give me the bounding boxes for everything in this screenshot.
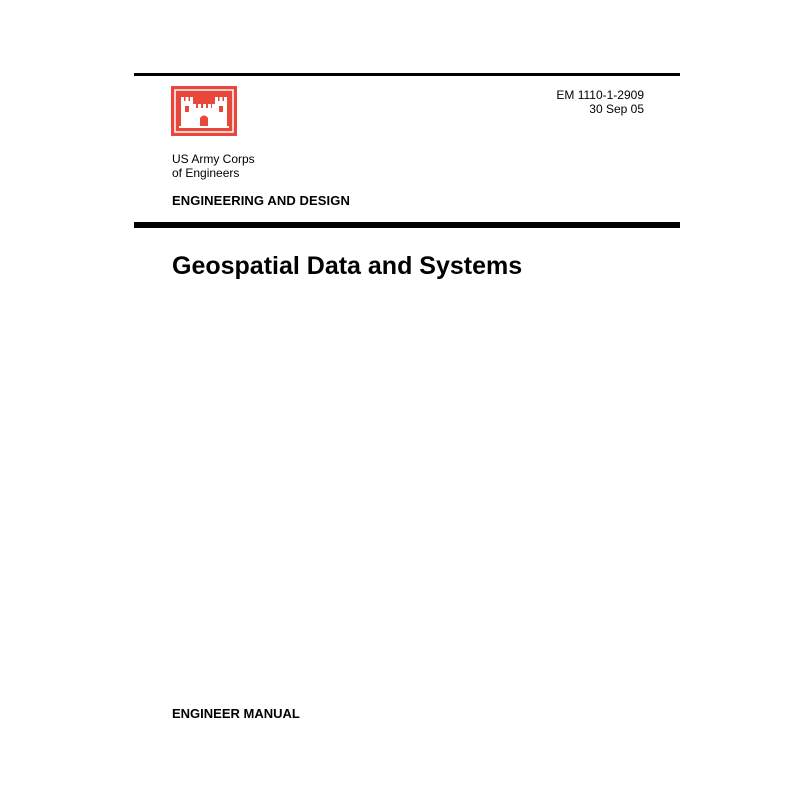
document-date: 30 Sep 05 [589,102,644,116]
organization-line-2: of Engineers [172,166,240,180]
document-category: ENGINEERING AND DESIGN [172,193,350,208]
organization-name [172,152,255,180]
organization-line-1: US Army Corps [172,152,255,166]
page-title: Geospatial Data and Systems [172,252,523,280]
castle-icon [171,86,237,136]
footer-label: ENGINEER MANUAL [172,706,300,721]
thick-rule [134,222,680,228]
top-rule [134,73,680,76]
document-number: EM 1110-1-2909 [556,88,644,102]
document-meta [556,88,644,116]
